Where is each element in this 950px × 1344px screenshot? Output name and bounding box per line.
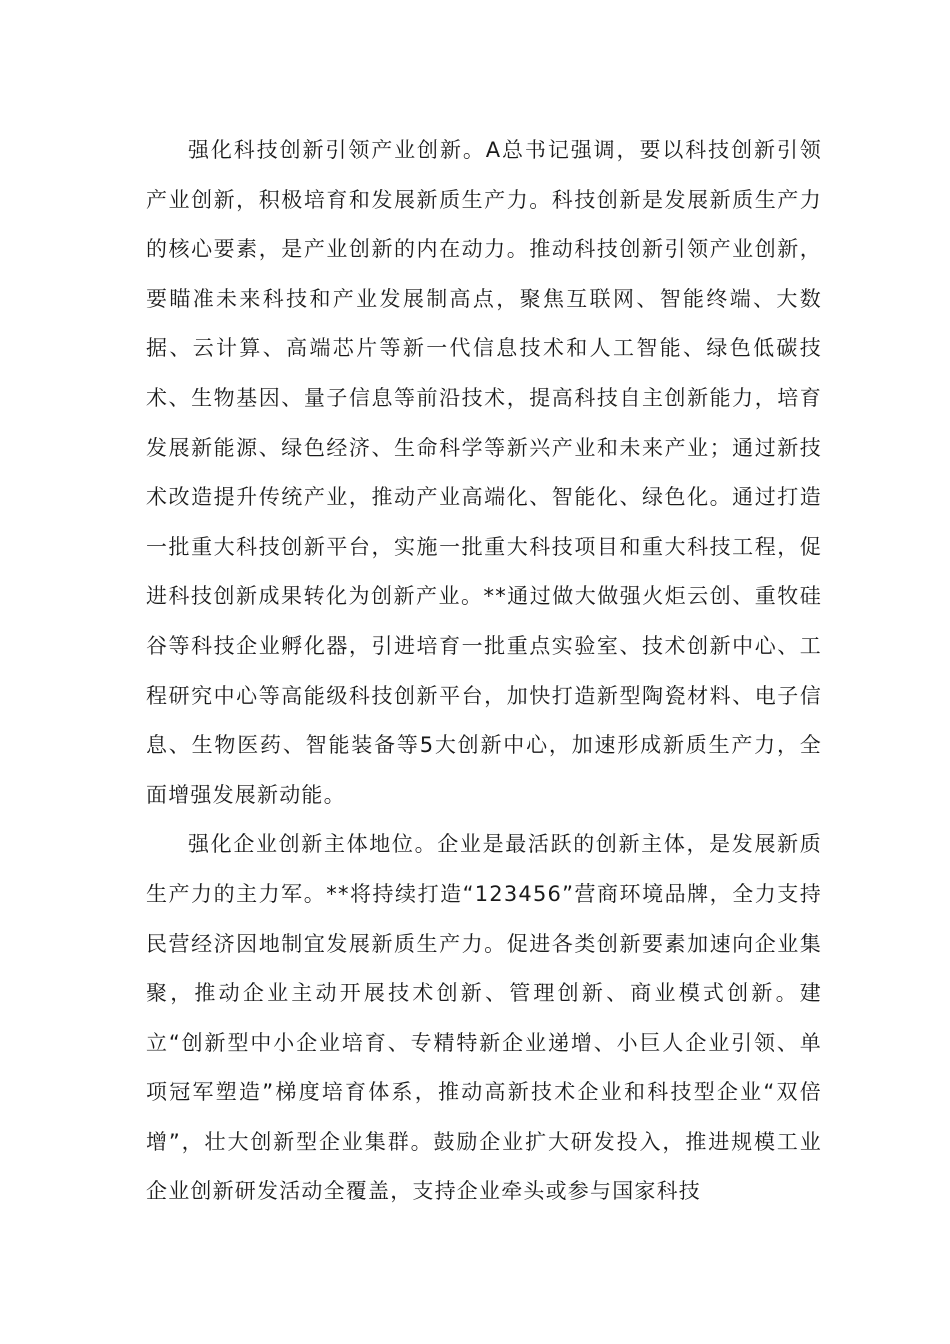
paragraph-tech-innovation: 强化科技创新引领产业创新。A总书记强调，要以科技创新引领产业创新，积极培育和发展新质生产力。科技创新是发展新质生产力的核心要素，是产业创新的内在动力。推动科技创新引领产业创新，要瞄准未来科技和产业发展制高点，聚焦互联网、智能终端、大数据、云计算、高端芯片等新一代信息技术和人工智能、绿色低碳技术、生物基因、量子信息等前沿技术，提高科技自主创新能力，培育发展新能源、绿色经济、生命科学等新兴产业和未来产业；通过新技术改造提升传统产业，推动产业高端化、智能化、绿色化。通过打造一批重大科技创新平台，实施一批重大科技项目和重大科技工程，促进科技创新成果转化为创新产业。**通过做大做强火炬云创、重牧硅谷等科技企业孵化器，引进培育一批重点实验室、技术创新中心、工程研究中心等高能级科技创新平台，加快打造新型陶瓷材料、电子信息、生物医药、智能装备等5大创新中心，加速形成新质生产力，全面增强发展新动能。 <box>146 138 822 807</box>
paragraph-enterprise-innovation: 强化企业创新主体地位。企业是最活跃的创新主体，是发展新质生产力的主力军。**将持续打造“123456”营商环境品牌，全力支持民营经济因地制宜发展新质生产力。促进各类创新要素加速向企业集聚，推动企业主动开展技术创新、管理创新、商业模式创新。建立“创新型中小企业培育、专精特新企业递增、小巨人企业引领、单项冠军塑造”梯度培育体系，推动高新技术企业和科技型企业“双倍增”，壮大创新型企业集群。鼓励企业扩大研发投入，推进规模工业企业创新研发活动全覆盖，支持企业牵头或参与国家科技 <box>146 832 822 1204</box>
document-body <box>146 126 822 1217</box>
